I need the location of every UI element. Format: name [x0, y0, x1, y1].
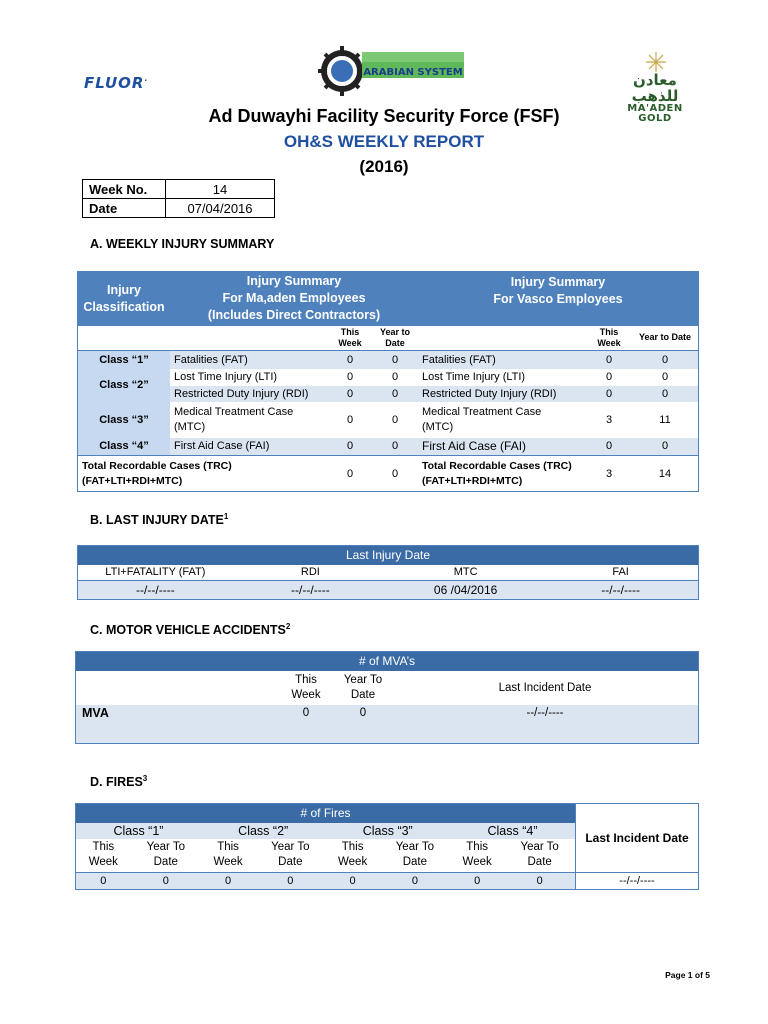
fai-label: First Aid Case (FAI) — [174, 440, 270, 453]
mva-this-week-header: This Week — [291, 673, 321, 701]
footnote-3: 3 — [142, 774, 148, 783]
vasco-mtc-week: 3 — [605, 413, 613, 426]
vasco-lti-ytd: 0 — [661, 371, 669, 383]
maaden-fai-week: 0 — [346, 440, 354, 453]
section-b-heading — [90, 512, 228, 527]
vasco-fai-ytd: 0 — [661, 440, 669, 453]
mva-row-label: MVA — [82, 706, 109, 720]
vasco-ytd-header: Year to Date — [638, 332, 692, 343]
mtc-date: 06 /04/2016 — [433, 583, 498, 597]
fire-c4-ytd-header: Year To Date — [520, 841, 559, 869]
rdi-label: Restricted Duty Injury (RDI) — [174, 387, 309, 400]
trc-label: Total Recordable Cases (TRC) (FAT+LTI+RDI+MTC) — [82, 459, 232, 487]
section-c-text: C. MOTOR VEHICLE ACCIDENTS — [90, 623, 286, 638]
fai-date: --/--/---- — [601, 583, 640, 597]
rdi-date: --/--/---- — [291, 583, 330, 597]
class-2-label: Class “2” — [78, 369, 171, 402]
fire-class-1: Class “1” — [113, 823, 164, 838]
maaden-gold-logo — [610, 56, 700, 124]
mva-header: # of MVA’s — [76, 652, 699, 671]
week-info-table — [82, 179, 275, 218]
vasco-trc-ytd: 14 — [658, 467, 672, 480]
fire-c4-this-week: 0 — [474, 875, 481, 887]
vasco-fat-week: 0 — [605, 353, 613, 366]
vasco-mtc-label: Medical Treatment Case (MTC) — [422, 405, 542, 433]
mtc-label: Medical Treatment Case (MTC) — [174, 405, 294, 433]
last-injury-date-table — [77, 545, 699, 600]
class-1-label: Class “1” — [78, 351, 171, 369]
class-4-label: Class “4” — [78, 438, 171, 456]
fires-last-incident-header: Last Incident Date — [576, 804, 699, 873]
week-label: Week No. — [83, 180, 166, 199]
arabian-system-logo — [318, 44, 466, 96]
mva-table — [75, 651, 699, 744]
vasco-rdi-ytd: 0 — [661, 387, 669, 400]
fluor-logo-text: FLUOR — [84, 74, 145, 92]
fires-table — [75, 803, 699, 890]
week-value: 14 — [166, 180, 275, 199]
fire-c1-ytd-header: Year To Date — [146, 841, 185, 869]
fire-c4-this-week-header: This Week — [462, 841, 492, 869]
maaden-fai-ytd: 0 — [391, 440, 399, 453]
section-a-heading: A. WEEKLY INJURY SUMMARY — [90, 237, 275, 251]
vasco-lti-week: 0 — [605, 371, 613, 383]
fire-class-2: Class “2” — [238, 823, 289, 838]
rdi-col: RDI — [300, 566, 320, 579]
vasco-this-week-header: This Week — [597, 326, 621, 348]
report-subtitle: OH&S WEEKLY REPORT — [283, 132, 485, 151]
section-d-text: D. FIRES — [90, 775, 143, 790]
maaden-lti-ytd: 0 — [391, 371, 399, 383]
fire-c1-ytd: 0 — [162, 875, 169, 887]
star-icon — [646, 52, 666, 72]
page-number: Page 1 of 5 — [665, 970, 710, 980]
maaden-lti-week: 0 — [346, 371, 354, 383]
fai-col: FAI — [612, 566, 629, 579]
maaden-fat-ytd: 0 — [391, 353, 399, 366]
maaden-mtc-week: 0 — [346, 413, 354, 426]
fire-c3-this-week: 0 — [349, 875, 356, 887]
vasco-fat-ytd: 0 — [661, 353, 669, 366]
vasco-trc-week: 3 — [605, 467, 613, 480]
header-maaden-summary: Injury Summary For Ma,aden Employees (Includes Direct Contractors) — [207, 274, 381, 323]
footnote-2: 2 — [285, 622, 291, 631]
header-injury-classification: Injury Classification — [83, 282, 165, 314]
report-title: Ad Duwayhi Facility Security Force (FSF) — [208, 106, 560, 126]
fire-c1-this-week: 0 — [100, 875, 107, 887]
fluor-logo-mark: . — [144, 74, 149, 83]
maaden-arabic-text: معادن للذهب — [631, 71, 679, 105]
vasco-rdi-week: 0 — [605, 387, 613, 400]
lti-fat-date: --/--/---- — [136, 583, 175, 597]
maaden-trc-ytd: 0 — [391, 467, 399, 480]
fire-c2-this-week: 0 — [224, 875, 232, 887]
date-value: 07/04/2016 — [166, 199, 275, 218]
vasco-lti-label: Lost Time Injury (LTI) — [422, 371, 526, 383]
section-d-heading — [90, 774, 147, 789]
vasco-rdi-label: Restricted Duty Injury (RDI) — [422, 387, 557, 400]
fire-class-3: Class “3” — [362, 823, 413, 838]
fire-c4-ytd: 0 — [536, 875, 543, 887]
fire-c3-this-week-header: This Week — [338, 841, 368, 869]
report-year: (2016) — [359, 157, 409, 176]
fire-c3-ytd-header: Year To Date — [395, 841, 435, 869]
maaden-rdi-ytd: 0 — [391, 387, 399, 400]
injury-summary-table — [77, 271, 699, 492]
lti-label: Lost Time Injury (LTI) — [174, 371, 278, 383]
vasco-fai-week: 0 — [605, 440, 613, 453]
fluor-logo — [84, 74, 149, 92]
fire-c2-this-week-header: This Week — [213, 841, 243, 869]
vasco-trc-label: Total Recordable Cases (TRC) (FAT+LTI+RDI+MTC) — [422, 459, 572, 487]
maaden-english-text: MA'ADEN GOLD — [627, 103, 683, 124]
fire-c2-ytd-header: Year To Date — [271, 841, 310, 869]
fires-header: # of Fires — [76, 804, 576, 823]
fire-c2-ytd: 0 — [287, 875, 294, 887]
mva-ytd: 0 — [359, 707, 367, 719]
fire-c3-ytd: 0 — [411, 875, 418, 887]
class-3-label: Class “3” — [78, 402, 171, 438]
maaden-fat-week: 0 — [346, 353, 354, 366]
maaden-rdi-week: 0 — [346, 387, 354, 400]
mva-this-week: 0 — [302, 707, 310, 719]
vasco-fat-label: Fatalities (FAT) — [422, 353, 496, 366]
date-label: Date — [83, 199, 166, 218]
fire-c1-this-week-header: This Week — [88, 841, 118, 869]
fire-last-incident-date: --/--/---- — [576, 873, 699, 890]
maaden-mtc-ytd: 0 — [391, 413, 399, 426]
last-injury-header: Last Injury Date — [78, 546, 699, 565]
mva-last-incident-header: Last Incident Date — [498, 681, 592, 694]
mva-ytd-header: Year To Date — [343, 673, 383, 701]
maaden-ytd-header: Year to Date — [379, 326, 410, 348]
maaden-this-week-header: This Week — [338, 326, 362, 348]
footnote-1: 1 — [223, 512, 229, 521]
mtc-col: MTC — [453, 566, 478, 579]
vasco-fai-label: First Aid Case (FAI) — [422, 439, 527, 454]
fat-label: Fatalities (FAT) — [174, 353, 248, 366]
header-vasco-summary: Injury Summary For Vasco Employees — [493, 275, 623, 306]
lti-fat-col: LTI+FATALITY (FAT) — [105, 566, 206, 579]
mva-last-incident-date: --/--/---- — [526, 707, 564, 719]
section-c-heading — [90, 622, 290, 637]
section-b-text: B. LAST INJURY DATE — [90, 513, 224, 528]
maaden-trc-week: 0 — [346, 467, 354, 480]
arabian-system-text: ARABIAN SYSTEM — [363, 67, 463, 78]
fire-class-4: Class “4” — [487, 823, 538, 838]
vasco-mtc-ytd: 11 — [659, 413, 671, 426]
